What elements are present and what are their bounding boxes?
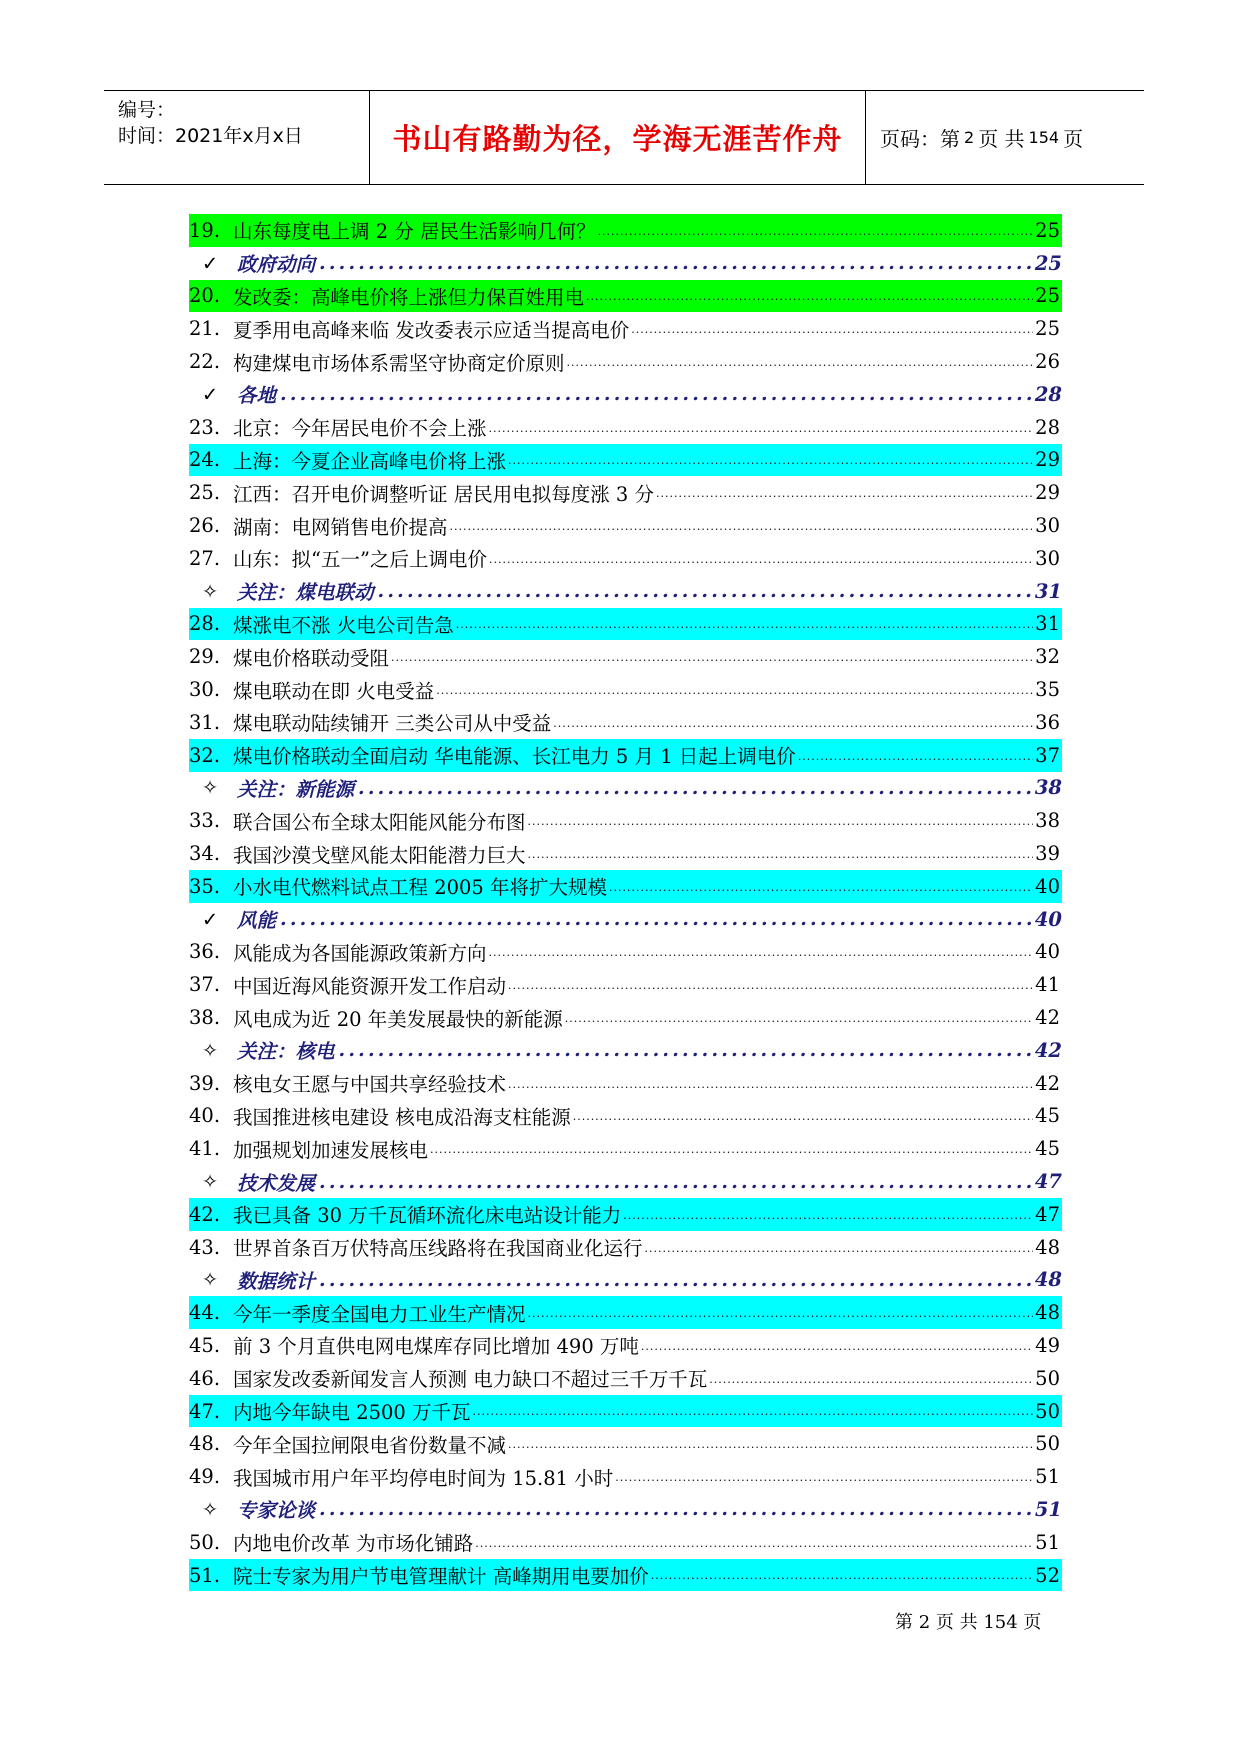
toc-entry[interactable] xyxy=(189,1427,1062,1460)
toc-leader-dots xyxy=(565,1012,1033,1034)
toc-leader-dots xyxy=(280,383,1031,405)
toc-entry[interactable] xyxy=(189,1526,1062,1559)
header-motto: 书山有路勤为径，学海无涯苦作舟 xyxy=(370,91,866,184)
toc-entry-number: 50. xyxy=(189,1530,221,1554)
toc-leader-dots xyxy=(508,1438,1033,1460)
toc-section-heading[interactable] xyxy=(189,1034,1062,1067)
toc-entry-page: 40 xyxy=(1035,940,1060,964)
toc-entry-number: 41. xyxy=(189,1137,221,1161)
toc-entry-number: 21. xyxy=(189,317,221,341)
toc-leader-dots xyxy=(456,618,1033,640)
toc-section-page: 42 xyxy=(1034,1038,1062,1062)
toc-entry[interactable] xyxy=(189,1559,1062,1592)
toc-section-title: 数据统计 xyxy=(237,1269,316,1293)
toc-section-title: 风能 xyxy=(237,909,277,933)
toc-section-heading[interactable] xyxy=(189,575,1062,608)
toc-leader-dots xyxy=(615,1471,1033,1493)
toc-entry-number: 28. xyxy=(189,612,221,636)
toc-entry-number: 45. xyxy=(189,1333,221,1357)
toc-entry-number: 32. xyxy=(189,743,221,767)
toc-entry-number: 20. xyxy=(189,284,221,308)
toc-leader-dots xyxy=(508,1078,1033,1100)
toc-section-page: 38 xyxy=(1034,776,1062,800)
toc-entry-page: 41 xyxy=(1035,973,1060,997)
toc-entry-title: 中国近海风能资源开发工作启动 xyxy=(233,974,507,998)
page-total: 154 xyxy=(1028,128,1060,147)
toc-entry-title: 核电女王愿与中国共享经验技术 xyxy=(233,1073,507,1097)
toc-entry-page: 25 xyxy=(1035,317,1060,341)
toc-entry-number: 29. xyxy=(189,645,221,669)
toc-section-title: 政府动向 xyxy=(237,253,316,277)
toc-leader-dots xyxy=(475,1537,1033,1559)
toc-section-title: 各地 xyxy=(237,384,277,408)
toc-entry-title: 院士专家为用户节电管理献计 高峰期用电要加价 xyxy=(233,1565,649,1589)
toc-leader-dots xyxy=(567,356,1034,378)
toc-section-title: 关注：煤电联动 xyxy=(237,581,374,605)
toc-entry[interactable] xyxy=(189,608,1062,641)
page-prefix: 页码：第 xyxy=(880,127,960,151)
toc-leader-dots xyxy=(656,487,1033,509)
toc-entry-page: 51 xyxy=(1035,1465,1060,1489)
toc-entry-title: 联合国公布全球太阳能风能分布图 xyxy=(233,810,526,834)
toc-entry-number: 19. xyxy=(189,218,221,242)
toc-entry-number: 26. xyxy=(189,514,221,538)
check-icon: ✓ xyxy=(201,907,219,931)
toc-entry[interactable] xyxy=(189,1460,1062,1493)
toc-section-heading[interactable] xyxy=(189,1493,1062,1526)
toc-entry-title: 湖南：电网销售电价提高 xyxy=(233,515,448,539)
toc-entry-number: 33. xyxy=(189,809,221,833)
toc-entry-number: 47. xyxy=(189,1399,221,1423)
table-of-contents xyxy=(189,214,1062,1591)
toc-leader-dots xyxy=(528,1307,1034,1329)
toc-entry-page: 40 xyxy=(1035,874,1060,898)
toc-entry[interactable] xyxy=(189,1395,1062,1428)
toc-entry-page: 45 xyxy=(1035,1137,1060,1161)
toc-entry-number: 42. xyxy=(189,1202,221,1226)
toc-leader-dots xyxy=(573,1110,1033,1132)
toc-entry-number: 35. xyxy=(189,874,221,898)
toc-entry-page: 28 xyxy=(1035,415,1060,439)
page-number: 2 xyxy=(964,128,975,147)
toc-leader-dots xyxy=(319,1498,1031,1520)
toc-entry-number: 44. xyxy=(189,1301,221,1325)
toc-entry-title: 内地电价改革 为市场化铺路 xyxy=(233,1532,474,1556)
toc-entry-title: 我已具备 30 万千瓦循环流化床电站设计能力 xyxy=(233,1204,622,1228)
toc-entry-title: 构建煤电市场体系需坚守协商定价原则 xyxy=(233,351,565,375)
toc-entry-page: 36 xyxy=(1035,710,1060,734)
toc-leader-dots xyxy=(319,1269,1031,1291)
toc-leader-dots xyxy=(798,750,1033,772)
toc-leader-dots xyxy=(508,979,1033,1001)
toc-entry[interactable] xyxy=(189,345,1062,378)
toc-entry-title: 煤电价格联动受阻 xyxy=(233,646,390,670)
toc-entry[interactable] xyxy=(189,870,1062,903)
toc-entry-title: 煤电价格联动全面启动 华电能源、长江电力 5 月 1 日起上调电价 xyxy=(233,745,796,769)
toc-entry-number: 24. xyxy=(189,448,221,472)
page-mid: 页 共 xyxy=(978,127,1025,151)
toc-leader-dots xyxy=(528,848,1034,870)
toc-entry[interactable] xyxy=(189,444,1062,477)
toc-leader-dots xyxy=(358,777,1031,799)
toc-entry[interactable] xyxy=(189,936,1062,969)
toc-entry-page: 48 xyxy=(1035,1235,1060,1259)
diamond-star-icon: ✧ xyxy=(201,776,219,800)
toc-section-title: 技术发展 xyxy=(237,1171,316,1195)
toc-entry[interactable] xyxy=(189,1329,1062,1362)
toc-entry-number: 48. xyxy=(189,1432,221,1456)
toc-entry[interactable] xyxy=(189,968,1062,1001)
toc-entry[interactable] xyxy=(189,1001,1062,1034)
toc-entry-title: 煤电联动陆续铺开 三类公司从中受益 xyxy=(233,712,552,736)
toc-section-page: 40 xyxy=(1034,907,1062,931)
toc-entry[interactable] xyxy=(189,1067,1062,1100)
toc-entry-page: 42 xyxy=(1035,1071,1060,1095)
toc-entry-page: 25 xyxy=(1035,284,1060,308)
toc-entry-title: 国家发改委新闻发言人预测 电力缺口不超过三千万千瓦 xyxy=(233,1368,708,1392)
toc-entry-page: 32 xyxy=(1035,645,1060,669)
toc-section-title: 专家论谈 xyxy=(237,1499,316,1523)
toc-section-heading[interactable] xyxy=(189,1165,1062,1198)
diamond-star-icon: ✧ xyxy=(201,1170,219,1193)
page-footer: 第 2 页 共 154 页 xyxy=(895,1612,1042,1633)
toc-leader-dots xyxy=(631,323,1033,345)
toc-entry[interactable] xyxy=(189,1100,1062,1133)
toc-leader-dots xyxy=(598,225,1034,247)
toc-leader-dots xyxy=(489,553,1033,575)
toc-entry[interactable] xyxy=(189,542,1062,575)
toc-leader-dots xyxy=(651,1569,1033,1591)
toc-section-page: 28 xyxy=(1034,382,1062,406)
toc-entry-page: 52 xyxy=(1035,1563,1060,1587)
time-label: 时间：2021年x月x日 xyxy=(118,125,303,147)
toc-entry-number: 31. xyxy=(189,710,221,734)
toc-entry-page: 39 xyxy=(1035,842,1060,866)
toc-entry[interactable] xyxy=(189,1132,1062,1165)
toc-leader-dots xyxy=(450,520,1034,542)
toc-entry[interactable] xyxy=(189,1296,1062,1329)
toc-entry-title: 我国沙漠戈壁风能太阳能潜力巨大 xyxy=(233,843,526,867)
toc-entry-title: 加强规划加速发展核电 xyxy=(233,1138,429,1162)
toc-entry-number: 34. xyxy=(189,842,221,866)
toc-entry-number: 40. xyxy=(189,1104,221,1128)
toc-section-heading[interactable] xyxy=(189,772,1062,805)
toc-section-page: 25 xyxy=(1034,251,1062,275)
toc-leader-dots xyxy=(709,1373,1033,1395)
toc-section-heading[interactable] xyxy=(189,378,1062,411)
toc-entry-page: 50 xyxy=(1035,1432,1060,1456)
toc-section-page: 51 xyxy=(1034,1497,1062,1521)
toc-entry-page: 48 xyxy=(1035,1301,1060,1325)
toc-entry-number: 36. xyxy=(189,940,221,964)
toc-entry-page: 29 xyxy=(1035,481,1060,505)
toc-entry-page: 50 xyxy=(1035,1399,1060,1423)
toc-entry-title: 我国推进核电建设 核电成沿海支柱能源 xyxy=(233,1105,571,1129)
toc-leader-dots xyxy=(609,881,1033,903)
toc-entry-number: 23. xyxy=(189,415,221,439)
toc-entry-page: 29 xyxy=(1035,448,1060,472)
toc-entry-page: 47 xyxy=(1035,1202,1060,1226)
toc-entry[interactable] xyxy=(189,1362,1062,1395)
toc-leader-dots xyxy=(378,580,1031,602)
toc-entry-title: 山东每度电上调 2 分 居民生活影响几何？ xyxy=(233,220,596,244)
page-suffix: 页 xyxy=(1063,127,1084,151)
toc-entry[interactable] xyxy=(189,640,1062,673)
toc-entry-number: 27. xyxy=(189,546,221,570)
toc-entry[interactable] xyxy=(189,476,1062,509)
toc-leader-dots xyxy=(586,290,1033,312)
toc-leader-dots xyxy=(319,252,1031,274)
toc-entry-number: 46. xyxy=(189,1366,221,1390)
toc-entry-title: 煤涨电不涨 火电公司告急 xyxy=(233,613,454,637)
toc-entry[interactable] xyxy=(189,706,1062,739)
toc-entry-page: 26 xyxy=(1035,350,1060,374)
toc-entry-title: 发改委：高峰电价将上涨但力保百姓用电 xyxy=(233,285,585,309)
toc-section-heading[interactable] xyxy=(189,903,1062,936)
toc-leader-dots xyxy=(528,815,1034,837)
toc-entry-number: 30. xyxy=(189,678,221,702)
toc-entry-number: 38. xyxy=(189,1006,221,1030)
diamond-star-icon: ✧ xyxy=(201,579,219,603)
toc-leader-dots xyxy=(641,1340,1033,1362)
toc-entry-title: 今年一季度全国电力工业生产情况 xyxy=(233,1302,526,1326)
toc-entry-page: 31 xyxy=(1035,612,1060,636)
toc-leader-dots xyxy=(623,1209,1033,1231)
diamond-star-icon: ✧ xyxy=(201,1038,219,1062)
toc-entry[interactable] xyxy=(189,280,1062,313)
toc-entry-title: 煤电联动在即 火电受益 xyxy=(233,679,435,703)
toc-entry-title: 小水电代燃料试点工程 2005 年将扩大规模 xyxy=(233,876,608,900)
toc-section-title: 关注：核电 xyxy=(237,1040,335,1064)
toc-entry-page: 35 xyxy=(1035,678,1060,702)
toc-section-heading[interactable] xyxy=(189,1264,1062,1297)
toc-leader-dots xyxy=(339,1039,1031,1061)
number-label: 编号： xyxy=(118,99,176,121)
diamond-star-icon: ✧ xyxy=(201,1497,219,1521)
toc-leader-dots xyxy=(436,684,1033,706)
toc-entry-page: 30 xyxy=(1035,514,1060,538)
toc-section-heading[interactable] xyxy=(189,247,1062,280)
toc-entry-page: 51 xyxy=(1035,1530,1060,1554)
header-page-info xyxy=(866,91,1144,184)
toc-entry-page: 49 xyxy=(1035,1333,1060,1357)
toc-entry-title: 风电成为近 20 年美发展最快的新能源 xyxy=(233,1007,563,1031)
toc-leader-dots xyxy=(319,1171,1031,1193)
toc-entry-page: 42 xyxy=(1035,1006,1060,1030)
check-icon: ✓ xyxy=(201,251,219,275)
toc-entry-title: 今年全国拉闸限电省份数量不减 xyxy=(233,1433,507,1457)
toc-entry-title: 山东：拟“五一”之后上调电价 xyxy=(233,548,487,572)
page-header xyxy=(104,90,1144,185)
toc-entry-title: 江西：召开电价调整听证 居民用电拟每度涨 3 分 xyxy=(233,482,655,506)
toc-entry[interactable] xyxy=(189,1231,1062,1264)
toc-entry[interactable] xyxy=(189,312,1062,345)
toc-entry[interactable] xyxy=(189,1198,1062,1231)
toc-leader-dots xyxy=(489,946,1034,968)
toc-leader-dots xyxy=(473,1405,1034,1427)
toc-section-page: 31 xyxy=(1034,579,1062,603)
toc-entry-number: 43. xyxy=(189,1235,221,1259)
toc-entry-page: 38 xyxy=(1035,809,1060,833)
toc-entry-page: 45 xyxy=(1035,1104,1060,1128)
toc-leader-dots xyxy=(645,1242,1034,1264)
toc-leader-dots xyxy=(391,651,1033,673)
toc-entry-number: 49. xyxy=(189,1465,221,1489)
toc-entry[interactable] xyxy=(189,673,1062,706)
toc-leader-dots xyxy=(430,1143,1033,1165)
toc-entry[interactable] xyxy=(189,411,1062,444)
toc-entry[interactable] xyxy=(189,804,1062,837)
toc-entry-number: 25. xyxy=(189,481,221,505)
toc-entry[interactable] xyxy=(189,509,1062,542)
toc-section-page: 47 xyxy=(1034,1170,1062,1193)
toc-entry-title: 内地今年缺电 2500 万千瓦 xyxy=(233,1401,471,1425)
check-icon: ✓ xyxy=(201,382,219,406)
toc-leader-dots xyxy=(280,908,1031,930)
toc-section-title: 关注：新能源 xyxy=(237,777,355,801)
toc-leader-dots xyxy=(553,717,1033,739)
header-meta xyxy=(104,91,370,184)
toc-entry-number: 39. xyxy=(189,1071,221,1095)
toc-entry-title: 北京：今年居民电价不会上涨 xyxy=(233,417,487,441)
toc-entry-title: 夏季用电高峰来临 发改委表示应适当提高电价 xyxy=(233,318,630,342)
toc-entry-page: 37 xyxy=(1035,743,1060,767)
toc-entry[interactable] xyxy=(189,214,1062,247)
toc-entry-number: 51. xyxy=(189,1563,221,1587)
diamond-star-icon: ✧ xyxy=(201,1268,219,1292)
toc-entry-page: 50 xyxy=(1035,1366,1060,1390)
toc-leader-dots xyxy=(489,422,1034,444)
toc-entry-title: 我国城市用户年平均停电时间为 15.81 小时 xyxy=(233,1466,614,1490)
toc-entry-number: 37. xyxy=(189,973,221,997)
toc-entry-title: 风能成为各国能源政策新方向 xyxy=(233,941,487,965)
toc-entry[interactable] xyxy=(189,837,1062,870)
toc-leader-dots xyxy=(508,454,1033,476)
toc-entry-title: 上海：今夏企业高峰电价将上涨 xyxy=(233,449,507,473)
toc-entry-number: 22. xyxy=(189,350,221,374)
toc-entry-title: 世界首条百万伏特高压线路将在我国商业化运行 xyxy=(233,1237,643,1261)
toc-entry-page: 30 xyxy=(1035,546,1060,570)
toc-entry[interactable] xyxy=(189,739,1062,772)
toc-entry-page: 25 xyxy=(1035,218,1060,242)
toc-section-page: 48 xyxy=(1034,1268,1062,1292)
toc-entry-title: 前 3 个月直供电网电煤库存同比增加 490 万吨 xyxy=(233,1335,639,1359)
